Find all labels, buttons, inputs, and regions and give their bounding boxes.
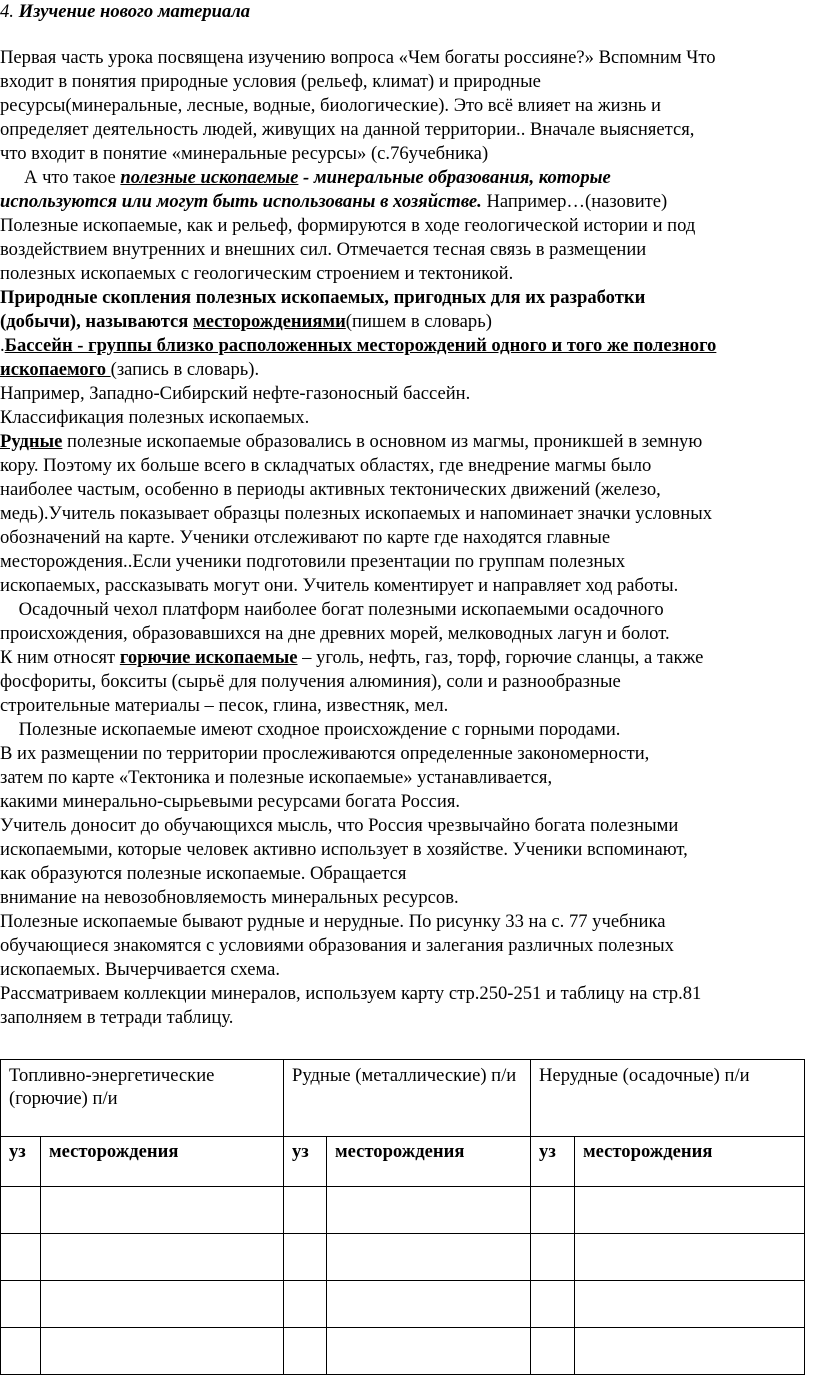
p3-line-2: (добычи), называются месторождениями(пишем в словарь)	[0, 311, 492, 332]
p1-line-2: входит в понятия природные условия (рельеф, климат) и природные	[0, 71, 541, 92]
table-cell[interactable]	[575, 1187, 805, 1234]
table-cell[interactable]	[41, 1328, 284, 1375]
p7-line: Учитель доносит до обучающихся мысль, что Россия чрезвычайно богата полезными	[0, 815, 679, 836]
p7-line: Полезные ископаемые бывают рудные и нерудные. По рисунку 33 на с. 77 учебника	[0, 911, 666, 932]
p2-line-1: А что такое полезные ископаемые - минеральные образования, которые	[24, 167, 611, 188]
p5-line-2: Классификация полезных ископаемых.	[0, 407, 310, 428]
table-cell[interactable]	[531, 1328, 575, 1375]
table-cell[interactable]	[327, 1234, 531, 1281]
subheader-deposits: месторождения	[41, 1137, 284, 1187]
term-ore: Рудные	[0, 431, 63, 452]
minerals-table	[0, 1059, 805, 1375]
p7-line: В их размещении по территории прослеживаются определенные закономерности,	[0, 743, 650, 764]
table-cell[interactable]	[284, 1187, 327, 1234]
table-cell[interactable]	[41, 1187, 284, 1234]
p1-line-5: что входит в понятие «минеральные ресурсы» (с.76учебника)	[0, 143, 489, 164]
p6-line: Осадочный чехол платформ наиболее богат полезными ископаемыми осадочного	[0, 599, 664, 620]
p7-line: затем по карте «Тектоника и полезные ископаемые» устанавливается,	[0, 767, 553, 788]
table-row	[1, 1234, 805, 1281]
table-cell[interactable]	[575, 1328, 805, 1375]
subheader-deposits: месторождения	[575, 1137, 805, 1187]
p7-line: как образуются полезные ископаемые. Обращается	[0, 863, 407, 884]
subheader-uz: уз	[531, 1137, 575, 1187]
p7-line: ископаемых. Вычерчивается схема.	[0, 959, 281, 980]
table-row	[1, 1328, 805, 1375]
p1-line-1: Первая часть урока посвящена изучению вопроса «Чем богаты россияне?» Вспомним Что	[0, 47, 716, 68]
table-cell[interactable]	[1, 1328, 41, 1375]
p1-line-3: ресурсы(минеральные, лесные, водные, биологические). Это всё влияет на жизнь и	[0, 95, 661, 116]
term-basin: Бассейн - группы близко расположенных месторождений одного и того же полезного	[4, 335, 717, 356]
p7-line: фосфориты, бокситы (сырьё для получения алюминия), соли и разнообразные	[0, 671, 621, 692]
table-cell[interactable]	[1, 1234, 41, 1281]
p7-line: какими минерально-сырьевыми ресурсами богата Россия.	[0, 791, 461, 812]
table-cell[interactable]	[531, 1187, 575, 1234]
table-cell[interactable]	[284, 1281, 327, 1328]
subheader-deposits: месторождения	[327, 1137, 531, 1187]
table-cell[interactable]	[41, 1234, 284, 1281]
term-fuel: горючие ископаемые	[119, 647, 298, 668]
table-cell[interactable]	[41, 1281, 284, 1328]
p2-line-3: Полезные ископаемые, как и рельеф, формируются в ходе геологической истории и под	[0, 215, 696, 236]
p7-line: внимание на невозобновляемость минеральных ресурсов.	[0, 887, 459, 908]
subheader-uz: уз	[1, 1137, 41, 1187]
p6-line: кору. Поэтому их больше всего в складчатых областях, где внедрение магмы было	[0, 455, 652, 476]
table-cell[interactable]	[327, 1187, 531, 1234]
p2-line-5: полезных ископаемых с геологическим строением и тектоникой.	[0, 263, 514, 284]
term-deposits: месторождениями	[193, 311, 346, 332]
p7-line: Рассматриваем коллекции минералов, используем карту стр.250-251 и таблицу на стр.81	[0, 983, 702, 1004]
p2-line-4: воздействием внутренних и внешних сил. Отмечается тесная связь в размещении	[0, 239, 647, 260]
table-cell[interactable]	[575, 1281, 805, 1328]
table-header-row	[1, 1060, 805, 1137]
table-cell[interactable]	[531, 1234, 575, 1281]
p7-line: заполняем в тетради таблицу.	[0, 1007, 234, 1028]
p6-line-1: Рудные полезные ископаемые образовались в основном из магмы, проникшей в земную	[0, 431, 703, 452]
table-cell[interactable]	[327, 1328, 531, 1375]
p7-line: строительные материалы – песок, глина, известняк, мел.	[0, 695, 449, 716]
subheader-uz: уз	[284, 1137, 327, 1187]
p6-line: наиболее частым, особенно в периоды активных тектонических движений (железо,	[0, 479, 661, 500]
p1-line-4: определяет деятельность людей, живущих на данной территории.. Вначале выясняется,	[0, 119, 695, 140]
table-cell[interactable]	[327, 1281, 531, 1328]
section-heading	[0, 0, 250, 23]
p6-line: ископаемых, рассказывать могут они. Учитель коментирует и направляет ход работы.	[0, 575, 679, 596]
p7-line: ископаемыми, которые человек активно использует в хозяйстве. Ученики вспоминают,	[0, 839, 688, 860]
table-cell[interactable]	[531, 1281, 575, 1328]
table-row	[1, 1187, 805, 1234]
section-title: Изучение нового материала	[18, 1, 251, 22]
p6-line: происхождения, образовавшихся на дне древних морей, мелководных лагун и болот.	[0, 623, 670, 644]
p4-line-1: .Бассейн - группы близко расположенных месторождений одного и того же полезного	[0, 335, 717, 356]
p6-line: обозначений на карте. Ученики отслеживают по карте где находятся главные	[0, 527, 611, 548]
header-nonmetallic: Нерудные (осадочные) п/и	[531, 1060, 805, 1137]
p5-line-1: Например, Западно-Сибирский нефте-газоносный бассейн.	[0, 383, 471, 404]
section-number: 4.	[0, 1, 14, 22]
p7-line: обучающиеся знакомятся с условиями образования и залегания различных полезных	[0, 935, 674, 956]
table-cell[interactable]	[1, 1281, 41, 1328]
term-minerals: полезные ископаемые	[120, 167, 299, 188]
header-fuel: Топливно-энергетические (горючие) п/и	[1, 1060, 284, 1137]
header-ore: Рудные (металлические) п/и	[284, 1060, 531, 1137]
table-row	[1, 1281, 805, 1328]
table-cell[interactable]	[284, 1328, 327, 1375]
table-subheader-row	[1, 1137, 805, 1187]
p4-line-2: ископаемого (запись в словарь).	[0, 359, 260, 380]
p2-line-2: используются или могут быть использованы в хозяйстве. Например…(назовите)	[0, 191, 668, 212]
p3-line-1: Природные скопления полезных ископаемых, пригодных для их разработки	[0, 287, 646, 308]
p7-line-1: К ним относят горючие ископаемые – уголь, нефть, газ, торф, горючие сланцы, а также	[0, 647, 704, 668]
table-cell[interactable]	[284, 1234, 327, 1281]
p6-line: медь).Учитель показывает образцы полезных ископаемых и напоминает значки условных	[0, 503, 713, 524]
p6-line: месторождения..Если ученики подготовили презентации по группам полезных	[0, 551, 626, 572]
p7-line: Полезные ископаемые имеют сходное происхождение с горными породами.	[0, 719, 621, 740]
table-cell[interactable]	[575, 1234, 805, 1281]
table-cell[interactable]	[1, 1187, 41, 1234]
